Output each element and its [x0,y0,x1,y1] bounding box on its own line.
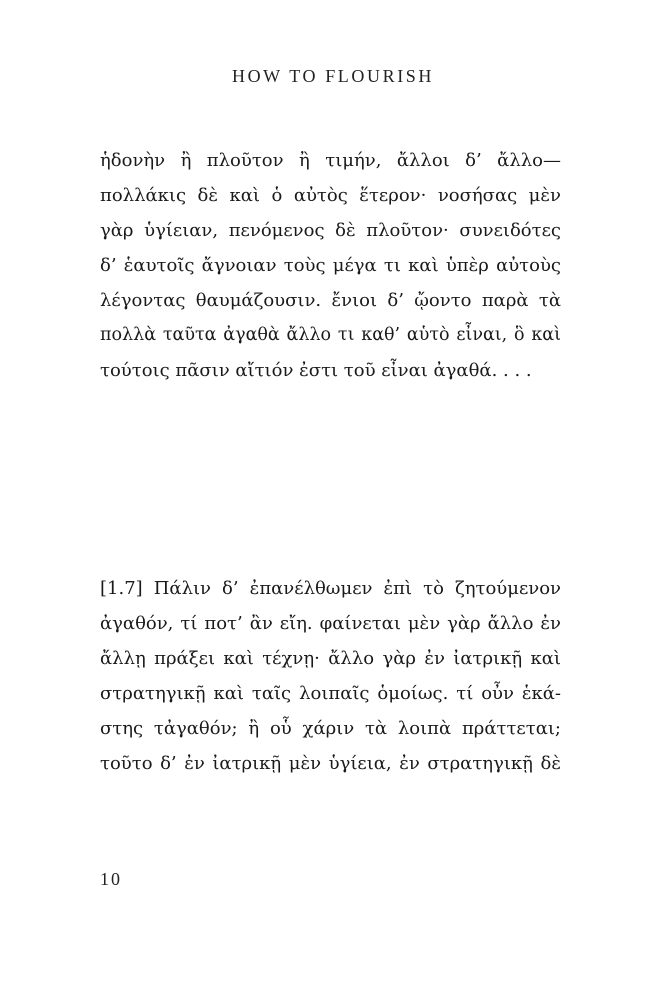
text-line: ἀγαθόν, τί ποτ’ ἂν εἴη. φαίνεται μὲν γὰρ ἄλλο ἐν [100,613,561,634]
text-line: [1.7] Πάλιν δ’ ἐπανέλθωμεν ἐπὶ τὸ ζητούμενον [100,578,561,599]
text-line: δ’ ἑαυτοῖς ἄγνοιαν τοὺς μέγα τι καὶ ὑπὲρ αὐτοὺς [100,255,561,276]
text-line: στης τἀγαθόν; ἢ οὗ χάριν τὰ λοιπὰ πράττεται; [100,718,561,739]
text-line: ἡδονὴν ἢ πλοῦτον ἢ τιμήν, ἄλλοι δ’ ἄλλο— [100,150,561,171]
paragraph-1 [100,143,561,388]
text-line: λέγοντας θαυμάζουσιν. ἔνιοι δ’ ᾤοντο παρὰ τὰ [100,290,561,311]
text-line: γὰρ ὑγίειαν, πενόμενος δὲ πλοῦτον· συνειδότες [100,220,561,241]
text-line: πολλὰ ταῦτα ἀγαθὰ ἄλλο τι καθ’ αὑτὸ εἶναι, ὃ καὶ [100,325,561,345]
paragraph-2 [100,571,561,781]
text-line: τούτοις πᾶσιν αἴτιόν ἐστι τοῦ εἶναι ἀγαθά. . . . [100,360,532,381]
text-line: πολλάκις δὲ καὶ ὁ αὐτὸς ἕτερον· νοσήσας μὲν [100,185,561,206]
text-line: τοῦτο δ’ ἐν ἰατρικῇ μὲν ὑγίεια, ἐν στρατηγικῇ δὲ [100,753,561,774]
page-number: 10 [100,869,122,889]
text-line: ἄλλῃ πράξει καὶ τέχνῃ· ἄλλο γὰρ ἐν ἰατρικῇ καὶ [100,648,561,669]
text-line: στρατηγικῇ καὶ ταῖς λοιπαῖς ὁμοίως. τί οὖν ἑκά- [100,683,561,704]
running-head: HOW TO FLOURISH [231,66,435,86]
